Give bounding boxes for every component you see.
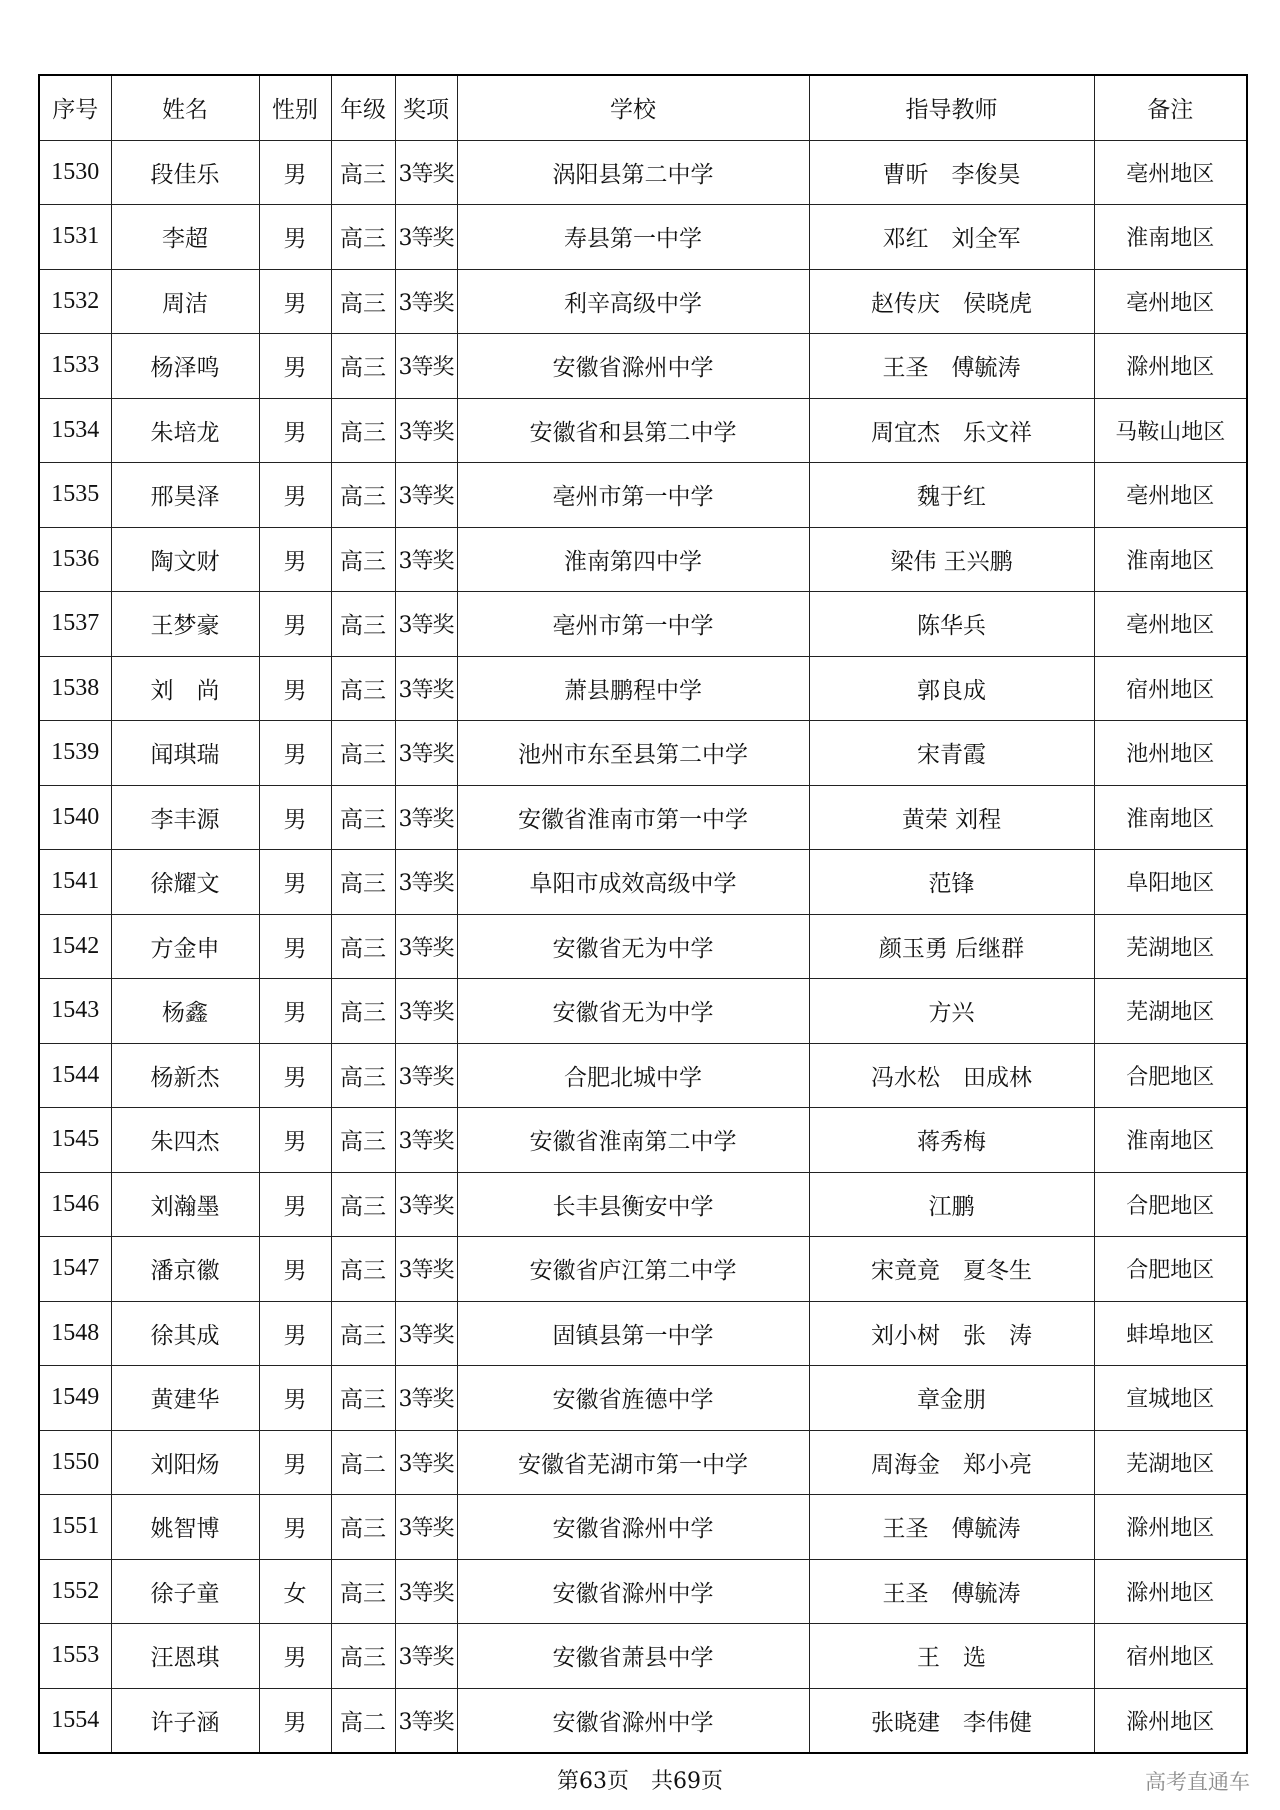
cell-school: 淮南第四中学 — [457, 527, 809, 592]
cell-seq: 1546 — [39, 1172, 111, 1237]
cell-gender: 男 — [259, 979, 331, 1044]
cell-teacher: 周宜杰 乐文祥 — [809, 398, 1094, 463]
cell-school: 池州市东至县第二中学 — [457, 721, 809, 786]
table-row — [39, 721, 1247, 786]
cell-award: 3等奖 — [395, 1172, 457, 1237]
cell-gender: 男 — [259, 398, 331, 463]
cell-remark: 池州地区 — [1094, 721, 1247, 786]
cell-name: 王梦豪 — [111, 592, 259, 657]
cell-teacher: 周海金 郑小亮 — [809, 1430, 1094, 1495]
cell-teacher: 赵传庆 侯晓虎 — [809, 269, 1094, 334]
cell-gender: 男 — [259, 463, 331, 528]
cell-school: 合肥北城中学 — [457, 1043, 809, 1108]
cell-seq: 1550 — [39, 1430, 111, 1495]
table-row — [39, 656, 1247, 721]
cell-remark: 合肥地区 — [1094, 1237, 1247, 1302]
cell-seq: 1541 — [39, 850, 111, 915]
cell-award: 3等奖 — [395, 398, 457, 463]
table-row — [39, 334, 1247, 399]
cell-remark: 亳州地区 — [1094, 140, 1247, 205]
cell-seq: 1535 — [39, 463, 111, 528]
cell-school: 长丰县衡安中学 — [457, 1172, 809, 1237]
cell-award: 3等奖 — [395, 785, 457, 850]
table-row — [39, 850, 1247, 915]
cell-name: 朱四杰 — [111, 1108, 259, 1173]
cell-award: 3等奖 — [395, 850, 457, 915]
cell-gender: 男 — [259, 1430, 331, 1495]
cell-remark: 淮南地区 — [1094, 527, 1247, 592]
cell-school: 安徽省萧县中学 — [457, 1624, 809, 1689]
cell-award: 3等奖 — [395, 592, 457, 657]
cell-school: 亳州市第一中学 — [457, 592, 809, 657]
cell-seq: 1544 — [39, 1043, 111, 1108]
cell-grade: 高三 — [331, 785, 395, 850]
cell-seq: 1537 — [39, 592, 111, 657]
cell-seq: 1531 — [39, 205, 111, 270]
table-row — [39, 398, 1247, 463]
cell-gender: 男 — [259, 1108, 331, 1173]
cell-name: 姚智博 — [111, 1495, 259, 1560]
cell-grade: 高三 — [331, 656, 395, 721]
cell-grade: 高三 — [331, 1624, 395, 1689]
cell-grade: 高三 — [331, 398, 395, 463]
table-row — [39, 1559, 1247, 1624]
table-row — [39, 140, 1247, 205]
cell-grade: 高三 — [331, 850, 395, 915]
table-row — [39, 979, 1247, 1044]
cell-seq: 1532 — [39, 269, 111, 334]
cell-name: 方金申 — [111, 914, 259, 979]
cell-gender: 男 — [259, 721, 331, 786]
cell-gender: 男 — [259, 850, 331, 915]
cell-school: 亳州市第一中学 — [457, 463, 809, 528]
cell-seq: 1530 — [39, 140, 111, 205]
table-row — [39, 527, 1247, 592]
cell-teacher: 王 选 — [809, 1624, 1094, 1689]
cell-grade: 高三 — [331, 1108, 395, 1173]
cell-school: 寿县第一中学 — [457, 205, 809, 270]
cell-teacher: 黄荣 刘程 — [809, 785, 1094, 850]
cell-school: 阜阳市成效高级中学 — [457, 850, 809, 915]
cell-award: 3等奖 — [395, 269, 457, 334]
cell-award: 3等奖 — [395, 1688, 457, 1753]
cell-name: 刘 尚 — [111, 656, 259, 721]
cell-gender: 男 — [259, 527, 331, 592]
table-row — [39, 1237, 1247, 1302]
cell-name: 杨泽鸣 — [111, 334, 259, 399]
table-row — [39, 1495, 1247, 1560]
header-name: 姓名 — [111, 75, 259, 140]
cell-seq: 1553 — [39, 1624, 111, 1689]
cell-grade: 高三 — [331, 140, 395, 205]
cell-seq: 1536 — [39, 527, 111, 592]
cell-remark: 亳州地区 — [1094, 463, 1247, 528]
table-row — [39, 269, 1247, 334]
cell-seq: 1543 — [39, 979, 111, 1044]
header-gender: 性别 — [259, 75, 331, 140]
cell-name: 刘瀚墨 — [111, 1172, 259, 1237]
cell-teacher: 梁伟 王兴鹏 — [809, 527, 1094, 592]
header-seq: 序号 — [39, 75, 111, 140]
cell-school: 安徽省无为中学 — [457, 979, 809, 1044]
cell-teacher: 宋青霞 — [809, 721, 1094, 786]
cell-name: 黄建华 — [111, 1366, 259, 1431]
cell-remark: 淮南地区 — [1094, 785, 1247, 850]
cell-teacher: 陈华兵 — [809, 592, 1094, 657]
cell-school: 安徽省淮南第二中学 — [457, 1108, 809, 1173]
cell-grade: 高三 — [331, 979, 395, 1044]
cell-gender: 男 — [259, 785, 331, 850]
cell-gender: 男 — [259, 1043, 331, 1108]
cell-seq: 1548 — [39, 1301, 111, 1366]
table-body — [39, 140, 1247, 1753]
header-school: 学校 — [457, 75, 809, 140]
cell-school: 安徽省旌德中学 — [457, 1366, 809, 1431]
cell-school: 安徽省淮南市第一中学 — [457, 785, 809, 850]
cell-gender: 男 — [259, 1301, 331, 1366]
cell-name: 许子涵 — [111, 1688, 259, 1753]
cell-teacher: 章金朋 — [809, 1366, 1094, 1431]
cell-gender: 男 — [259, 656, 331, 721]
cell-gender: 男 — [259, 1624, 331, 1689]
cell-remark: 淮南地区 — [1094, 205, 1247, 270]
cell-seq: 1542 — [39, 914, 111, 979]
cell-grade: 高三 — [331, 334, 395, 399]
cell-school: 安徽省庐江第二中学 — [457, 1237, 809, 1302]
cell-grade: 高三 — [331, 463, 395, 528]
cell-name: 朱培龙 — [111, 398, 259, 463]
cell-name: 李丰源 — [111, 785, 259, 850]
cell-grade: 高二 — [331, 1688, 395, 1753]
cell-school: 安徽省和县第二中学 — [457, 398, 809, 463]
cell-seq: 1540 — [39, 785, 111, 850]
cell-teacher: 冯水松 田成林 — [809, 1043, 1094, 1108]
cell-gender: 男 — [259, 205, 331, 270]
cell-gender: 男 — [259, 1688, 331, 1753]
cell-award: 3等奖 — [395, 1495, 457, 1560]
cell-grade: 高三 — [331, 1366, 395, 1431]
cell-seq: 1547 — [39, 1237, 111, 1302]
cell-name: 汪恩琪 — [111, 1624, 259, 1689]
table-row — [39, 1043, 1247, 1108]
cell-gender: 女 — [259, 1559, 331, 1624]
table-row — [39, 1366, 1247, 1431]
cell-award: 3等奖 — [395, 1559, 457, 1624]
cell-teacher: 郭良成 — [809, 656, 1094, 721]
cell-grade: 高二 — [331, 1430, 395, 1495]
table-row — [39, 205, 1247, 270]
cell-name: 徐子童 — [111, 1559, 259, 1624]
cell-award: 3等奖 — [395, 1430, 457, 1495]
cell-award: 3等奖 — [395, 1301, 457, 1366]
cell-teacher: 邓红 刘全军 — [809, 205, 1094, 270]
cell-grade: 高三 — [331, 1559, 395, 1624]
cell-name: 闻琪瑞 — [111, 721, 259, 786]
cell-school: 安徽省滁州中学 — [457, 1559, 809, 1624]
header-remark: 备注 — [1094, 75, 1247, 140]
table-row — [39, 463, 1247, 528]
cell-teacher: 王圣 傅毓涛 — [809, 334, 1094, 399]
cell-grade: 高三 — [331, 1495, 395, 1560]
cell-grade: 高三 — [331, 1301, 395, 1366]
table-row — [39, 1624, 1247, 1689]
cell-seq: 1552 — [39, 1559, 111, 1624]
cell-teacher: 魏于红 — [809, 463, 1094, 528]
cell-teacher: 江鹏 — [809, 1172, 1094, 1237]
cell-award: 3等奖 — [395, 140, 457, 205]
cell-award: 3等奖 — [395, 1108, 457, 1173]
cell-teacher: 曹昕 李俊昊 — [809, 140, 1094, 205]
cell-gender: 男 — [259, 1495, 331, 1560]
table-row — [39, 1301, 1247, 1366]
cell-teacher: 蒋秀梅 — [809, 1108, 1094, 1173]
table-row — [39, 1430, 1247, 1495]
cell-name: 李超 — [111, 205, 259, 270]
cell-teacher: 宋竟竟 夏冬生 — [809, 1237, 1094, 1302]
cell-teacher: 刘小树 张 涛 — [809, 1301, 1094, 1366]
cell-award: 3等奖 — [395, 334, 457, 399]
cell-remark: 合肥地区 — [1094, 1172, 1247, 1237]
cell-name: 陶文财 — [111, 527, 259, 592]
cell-name: 邢昊泽 — [111, 463, 259, 528]
cell-name: 杨新杰 — [111, 1043, 259, 1108]
cell-school: 安徽省滁州中学 — [457, 334, 809, 399]
header-award: 奖项 — [395, 75, 457, 140]
cell-award: 3等奖 — [395, 1366, 457, 1431]
cell-remark: 滁州地区 — [1094, 1559, 1247, 1624]
cell-remark: 宿州地区 — [1094, 656, 1247, 721]
cell-seq: 1534 — [39, 398, 111, 463]
table-row — [39, 1688, 1247, 1753]
cell-school: 固镇县第一中学 — [457, 1301, 809, 1366]
cell-grade: 高三 — [331, 269, 395, 334]
cell-grade: 高三 — [331, 592, 395, 657]
cell-seq: 1538 — [39, 656, 111, 721]
cell-gender: 男 — [259, 1237, 331, 1302]
cell-school: 安徽省滁州中学 — [457, 1688, 809, 1753]
cell-award: 3等奖 — [395, 721, 457, 786]
cell-school: 涡阳县第二中学 — [457, 140, 809, 205]
cell-teacher: 方兴 — [809, 979, 1094, 1044]
watermark: 高考直通车 — [1145, 1770, 1250, 1794]
cell-remark: 滁州地区 — [1094, 1688, 1247, 1753]
cell-name: 段佳乐 — [111, 140, 259, 205]
cell-seq: 1545 — [39, 1108, 111, 1173]
cell-school: 安徽省滁州中学 — [457, 1495, 809, 1560]
cell-teacher: 王圣 傅毓涛 — [809, 1495, 1094, 1560]
cell-remark: 宿州地区 — [1094, 1624, 1247, 1689]
cell-grade: 高三 — [331, 1237, 395, 1302]
cell-gender: 男 — [259, 269, 331, 334]
cell-gender: 男 — [259, 140, 331, 205]
cell-remark: 马鞍山地区 — [1094, 398, 1247, 463]
cell-grade: 高三 — [331, 205, 395, 270]
cell-name: 潘京徽 — [111, 1237, 259, 1302]
cell-teacher: 范锋 — [809, 850, 1094, 915]
cell-gender: 男 — [259, 1172, 331, 1237]
cell-seq: 1533 — [39, 334, 111, 399]
cell-award: 3等奖 — [395, 205, 457, 270]
cell-award: 3等奖 — [395, 463, 457, 528]
cell-award: 3等奖 — [395, 1624, 457, 1689]
cell-remark: 滁州地区 — [1094, 334, 1247, 399]
cell-award: 3等奖 — [395, 979, 457, 1044]
cell-remark: 滁州地区 — [1094, 1495, 1247, 1560]
cell-name: 徐其成 — [111, 1301, 259, 1366]
cell-gender: 男 — [259, 592, 331, 657]
cell-award: 3等奖 — [395, 914, 457, 979]
cell-award: 3等奖 — [395, 1043, 457, 1108]
cell-gender: 男 — [259, 1366, 331, 1431]
cell-remark: 芜湖地区 — [1094, 914, 1247, 979]
cell-remark: 芜湖地区 — [1094, 1430, 1247, 1495]
cell-teacher: 张晓建 李伟健 — [809, 1688, 1094, 1753]
cell-name: 刘阳炀 — [111, 1430, 259, 1495]
table-header-row — [39, 75, 1247, 140]
cell-name: 杨鑫 — [111, 979, 259, 1044]
header-teacher: 指导教师 — [809, 75, 1094, 140]
cell-seq: 1554 — [39, 1688, 111, 1753]
table-row — [39, 1172, 1247, 1237]
cell-remark: 芜湖地区 — [1094, 979, 1247, 1044]
cell-school: 萧县鹏程中学 — [457, 656, 809, 721]
cell-grade: 高三 — [331, 527, 395, 592]
cell-award: 3等奖 — [395, 1237, 457, 1302]
cell-teacher: 颜玉勇 后继群 — [809, 914, 1094, 979]
cell-award: 3等奖 — [395, 656, 457, 721]
cell-school: 利辛高级中学 — [457, 269, 809, 334]
cell-remark: 蚌埠地区 — [1094, 1301, 1247, 1366]
cell-seq: 1551 — [39, 1495, 111, 1560]
cell-grade: 高三 — [331, 721, 395, 786]
cell-award: 3等奖 — [395, 527, 457, 592]
cell-remark: 淮南地区 — [1094, 1108, 1247, 1173]
cell-school: 安徽省芜湖市第一中学 — [457, 1430, 809, 1495]
cell-name: 周洁 — [111, 269, 259, 334]
cell-school: 安徽省无为中学 — [457, 914, 809, 979]
cell-seq: 1539 — [39, 721, 111, 786]
table-row — [39, 1108, 1247, 1173]
cell-remark: 亳州地区 — [1094, 592, 1247, 657]
page-number: 第63页 共69页 — [557, 1769, 723, 1794]
header-grade: 年级 — [331, 75, 395, 140]
table-row — [39, 914, 1247, 979]
table-row — [39, 785, 1247, 850]
cell-grade: 高三 — [331, 1172, 395, 1237]
cell-gender: 男 — [259, 914, 331, 979]
table-row — [39, 592, 1247, 657]
cell-grade: 高三 — [331, 914, 395, 979]
cell-name: 徐耀文 — [111, 850, 259, 915]
award-table — [38, 74, 1248, 1754]
cell-gender: 男 — [259, 334, 331, 399]
cell-grade: 高三 — [331, 1043, 395, 1108]
cell-seq: 1549 — [39, 1366, 111, 1431]
cell-remark: 阜阳地区 — [1094, 850, 1247, 915]
cell-remark: 亳州地区 — [1094, 269, 1247, 334]
cell-remark: 合肥地区 — [1094, 1043, 1247, 1108]
cell-remark: 宣城地区 — [1094, 1366, 1247, 1431]
cell-teacher: 王圣 傅毓涛 — [809, 1559, 1094, 1624]
